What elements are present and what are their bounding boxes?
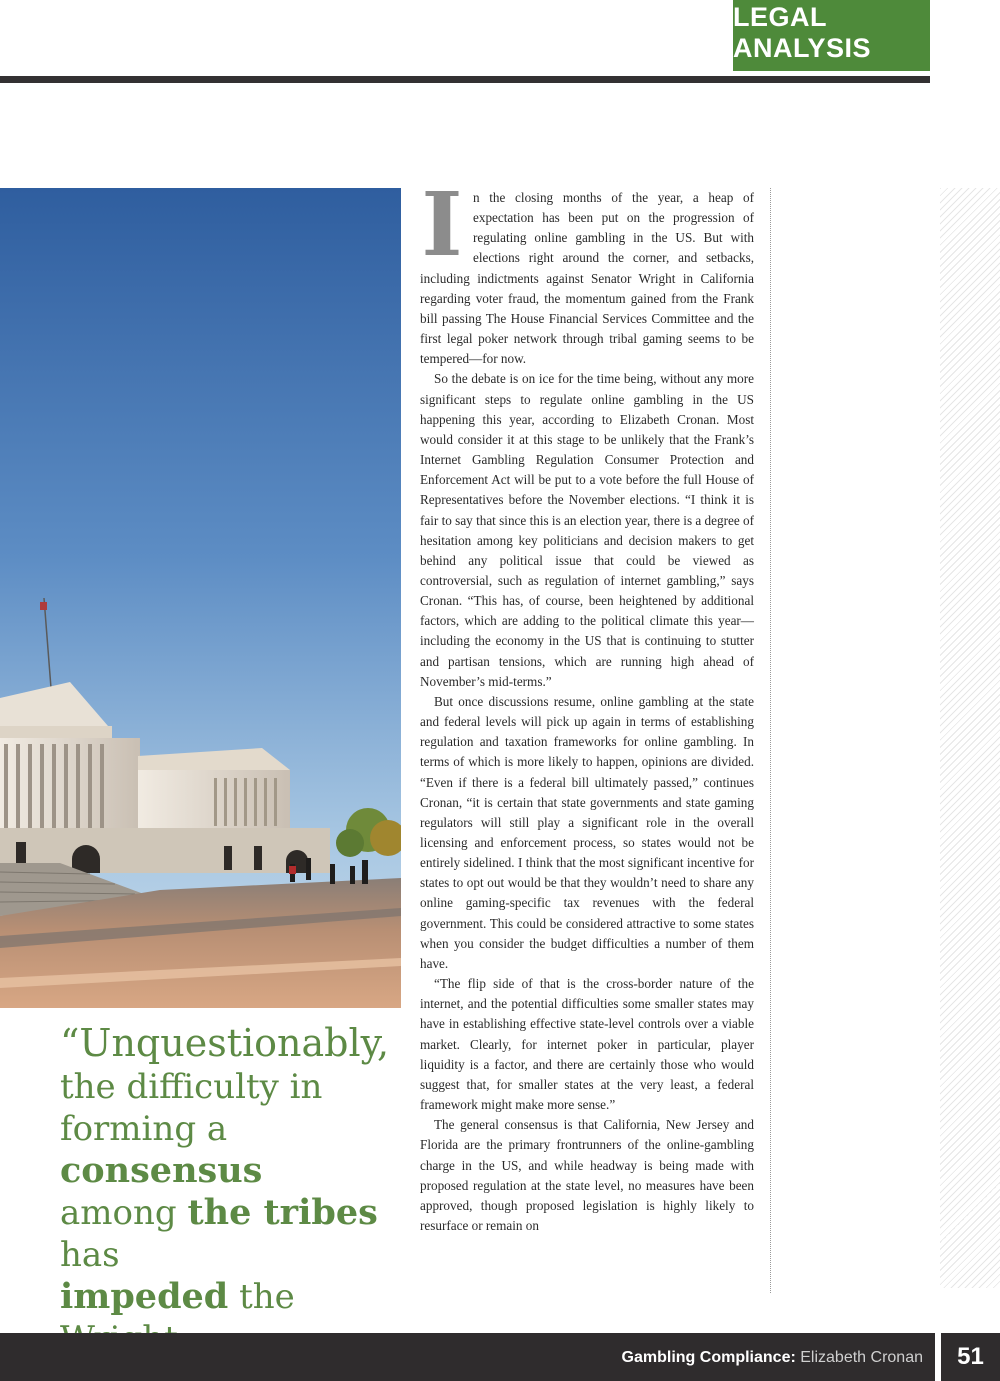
article-paragraph bbox=[420, 188, 754, 369]
pull-quote-emphasis: impeded bbox=[60, 1276, 229, 1317]
pull-quote-word: has bbox=[60, 1235, 120, 1275]
article-paragraph: “The flip side of that is the cross-border nature of the internet, and the potential difficulties some smaller states may have in establishing effective state-level controls over a viable market. Clearly, for internet poker in particular, player liquidity is a factor, and there are certainly those who would suggest that, for smaller states at the very least, a federal framework might make more sense.” bbox=[420, 976, 754, 1113]
page-number: 51 bbox=[957, 1343, 984, 1370]
drop-cap-letter: I bbox=[421, 191, 463, 261]
section-label bbox=[733, 0, 930, 71]
pull-quote-word: forming a bbox=[60, 1109, 228, 1149]
article-paragraph: The general consensus is that California, New Jersey and Florida are the primary frontrunners of the online-gambling charge in the US, and while headway is being made with proposed regulation at the state level, no measures have been approved, though proposed legislation is highly likely to resurface or remain on bbox=[420, 1117, 754, 1233]
article-text: n the closing months of the year, a heap of expectation has been put on the progression of regulating online gambling in the US. But with elections right around the corner, and setbacks, including indictments against Senator Wright in California regarding voter fraud, the momentum gained from the Frank bill passing The House Financial Services Committee and the first legal poker network through tribal gaming seems to be tempered—for now. bbox=[420, 190, 754, 367]
header-rule bbox=[0, 76, 930, 83]
article-body bbox=[420, 188, 754, 1236]
section-label-text: LEGAL ANALYSIS bbox=[733, 2, 872, 63]
pull-quote-word: the bbox=[239, 1277, 295, 1317]
pull-quote-emphasis: the tribes bbox=[187, 1192, 378, 1233]
article-paragraph: But once discussions resume, online gambling at the state and federal levels will pick up again in terms of establishing regulation and taxation frameworks for online gambling. In terms of which is more likely to happen, opinions are divided. “Even if there is a federal bill ultimately passed,” continues Cronan, “it is certain that state governments and state gaming regulators will still play a significant role in the overall licensing and enforcement process, so states would not be entirely sidelined. I think that the most significant incentive for states to opt out would be that they wouldn’t need to share any online gaming-specific tax revenues with the federal government. This could be considered attractive to some states when you consider the budget difficulties a number of them have. bbox=[420, 693, 754, 971]
column-divider bbox=[770, 188, 771, 1293]
capitol-building-photo bbox=[0, 188, 401, 1008]
footer-credit bbox=[622, 1345, 923, 1371]
article-paragraph: So the debate is on ice for the time being, without any more significant steps to regulate online gambling in the US happening this year, according to Elizabeth Cronan. Most would consider it at this stage to be unlikely that the Frank’s Internet Gambling Regulation Consumer Protection and Enforcement Act will be put to a vote before the full House of Representatives before the November elections. “I think it is fair to say that since this is an election year, there is a degree of hesitation among key politicians and decision makers to get behind any political issue that could be viewed as controversial, such as regulation of internet gambling,” says Cronan. “This has, of course, been heightened by additional factors, which are adding to the political climate this year—including the economy in the US that is continuing to stutter and partisan tensions, which are running high ahead of November’s mid-terms.” bbox=[420, 371, 754, 689]
pull-quote-word: among bbox=[60, 1193, 188, 1233]
pull-quote bbox=[60, 1022, 400, 1381]
pull-quote-word: the difficulty in bbox=[60, 1067, 323, 1107]
author-name: Elizabeth Cronan bbox=[800, 1349, 923, 1366]
pull-quote-word: “Unquestionably, bbox=[60, 1021, 390, 1065]
hatch-decoration bbox=[940, 188, 1000, 1288]
pull-quote-emphasis: consensus bbox=[60, 1150, 263, 1191]
publication-name: Gambling Compliance: bbox=[621, 1349, 796, 1366]
drop-cap bbox=[420, 191, 464, 261]
